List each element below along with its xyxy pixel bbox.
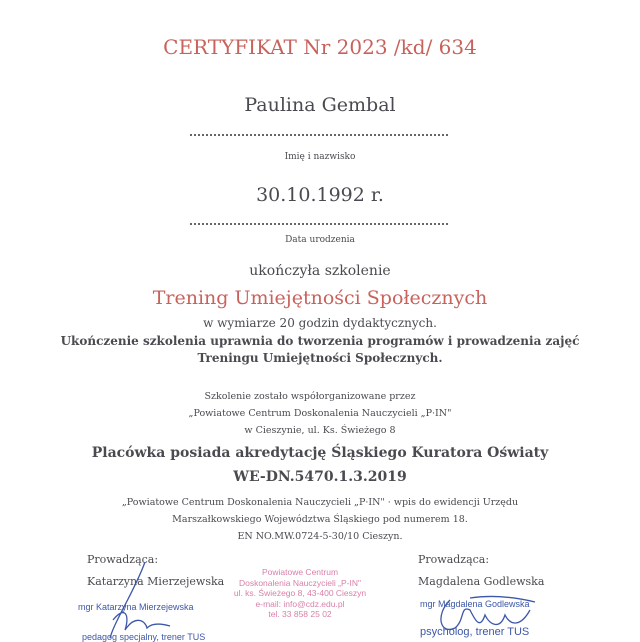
- right-stamp-name: mgr Magdalena Godlewska: [420, 599, 530, 609]
- right-signature: [430, 590, 540, 640]
- stamp-line-1: Powiatowe Centrum: [261, 567, 339, 577]
- left-stamp-name: mgr Katarzyna Mierzejewska: [78, 602, 194, 612]
- recipient-name: Paulina Gembal: [244, 94, 396, 116]
- left-role: Prowadząca:: [87, 553, 159, 566]
- stamp-line-2: Doskonalenia Nauczycieli „P-IN": [238, 577, 362, 588]
- birth-label: Data urodzenia: [285, 235, 355, 245]
- accreditation-text: Placówka posiada akredytację Śląskiego Kuratora Oświaty: [91, 445, 549, 461]
- registry-line-2: Marszałkowskiego Województwa Śląskiego pod numerem 18.: [172, 514, 468, 525]
- registry-line-1: „Powiatowe Centrum Doskonalenia Nauczycieli „P·IN" · wpis do ewidencji Urzędu: [121, 497, 519, 508]
- completed-text: ukończyła szkolenie: [249, 263, 391, 279]
- entitlement-line-1: Ukończenie szkolenia uprawnia do tworzenia programów i prowadzenia zajęć: [60, 334, 580, 348]
- course-title: Trening Umiejętności Społecznych: [152, 287, 488, 309]
- coorg-line-1: Szkolenie zostało współorganizowane przez: [204, 391, 416, 402]
- stamp-line-4: e-mail: info@cdz.edu.pl: [255, 598, 345, 609]
- stamp-line-5: tel. 33 858 25 02: [268, 609, 332, 619]
- right-role: Prowadząca:: [418, 553, 490, 566]
- left-signature: [95, 560, 175, 640]
- stamp-line-3: ul. ks. Świeżego 8, 43-400 Cieszyn: [233, 588, 367, 598]
- entitlement-line-2: Treningu Umiejętności Społecznych.: [197, 351, 443, 365]
- right-name: Magdalena Godlewska: [418, 575, 545, 588]
- right-stamp-title: psycholog, trener TUS: [420, 626, 530, 638]
- coorg-line-2: „Powiatowe Centrum Doskonalenia Nauczycieli „P·IN": [188, 408, 452, 419]
- institution-stamp: [210, 567, 390, 620]
- hours-text: w wymiarze 20 godzin dydaktycznych.: [203, 316, 437, 330]
- certificate-title: CERTYFIKAT Nr 2023 /kd/ 634: [163, 35, 477, 59]
- coorg-line-3: w Cieszynie, ul. Ks. Świeżego 8: [244, 425, 396, 436]
- name-label: Imię i nazwisko: [284, 152, 356, 162]
- date-dotted-line: [190, 223, 448, 225]
- left-stamp-title: pedagog specjalny, trener TUS: [82, 632, 206, 642]
- registry-line-3: EN NO.MW.0724-5-30/10 Cieszyn.: [237, 531, 403, 542]
- birth-date: 30.10.1992 r.: [256, 184, 384, 206]
- accreditation-number: WE-DN.5470.1.3.2019: [233, 469, 407, 485]
- left-name: Katarzyna Mierzejewska: [87, 575, 225, 588]
- name-dotted-line: [190, 134, 448, 136]
